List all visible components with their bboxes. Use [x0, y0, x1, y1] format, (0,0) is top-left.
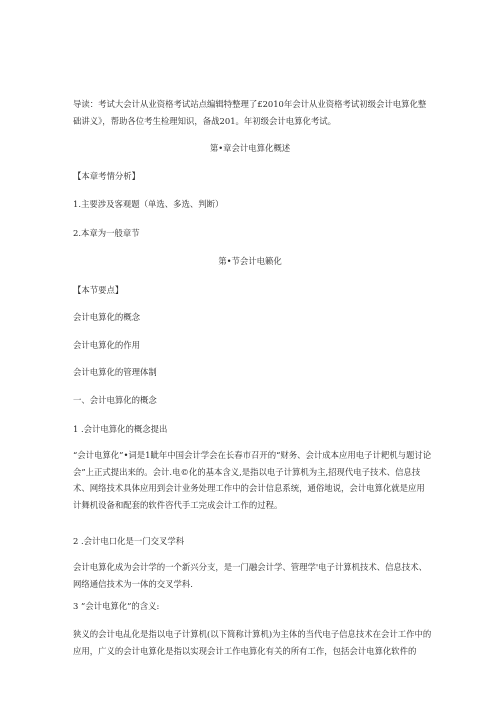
key-points-heading: 【本节要点】 — [73, 285, 124, 295]
sub2-body: 会计电算化成为会计学的一个新兴分支，是一门融会计学、管理学'电子计算机技术、信息技术、网络通信技术为一体的交叉学科. — [73, 562, 428, 589]
section-title: 第•节会计电籁化 — [218, 256, 282, 266]
key-point-3: 会计电算化的管理体制 — [73, 367, 157, 377]
sub3-heading: 3 ”会计电算化”的含义: — [73, 601, 160, 611]
part1-heading: 一、会计电算化的概念 — [73, 395, 157, 405]
key-point-1: 会计电算化的概念 — [73, 312, 140, 322]
chapter-title: 第•章会计电算化概述 — [209, 143, 291, 153]
sub3-body: 狭义的会计电乩化是指以电子计算机(以下简称计算机)为主体的当代电子信息技术在会计工作中的应用，广义的会计电算化是指以实现会计工作电算化有关的所有工作，包括会计电算化软件的 — [73, 629, 432, 656]
analysis-item-1: 1.主要涉及客观题（单选、多选、判断） — [73, 199, 224, 209]
analysis-item-2: 2.本章为一般章节 — [73, 228, 140, 238]
sub2-heading: 2 .会计电口化是一门交叉学科 — [73, 536, 185, 546]
analysis-heading: 【本章考情分析】 — [73, 171, 140, 181]
sub1-heading: 1 .会计电算化的概念提出 — [73, 424, 168, 434]
key-point-2: 会计电算化的作用 — [73, 340, 140, 350]
intro-paragraph: 导读：考试大会计从业资格考试站点编辑特整理了£2010年会计从业资格考试初级会计电算化整础讲义》，帮助各位考生检理知识，备战201。年初级会计电算化考试。 — [73, 99, 427, 126]
sub1-body: “会计电算化”•词是1眦年中国会计学会在长春市召开的“财务、会计成本应用电子计耙机与题讨论会”上正式提出来的。会计.电©化的基本含义,是指以电子计算机为主,招现代电子技术、信息技术、网络技术具体应用到会计业务处理工作中的会计信息系统，通俗地说，会计电算化就是应用计舞机设备和配套的软件咨代手工完成会计工作的过程。 — [73, 450, 432, 510]
